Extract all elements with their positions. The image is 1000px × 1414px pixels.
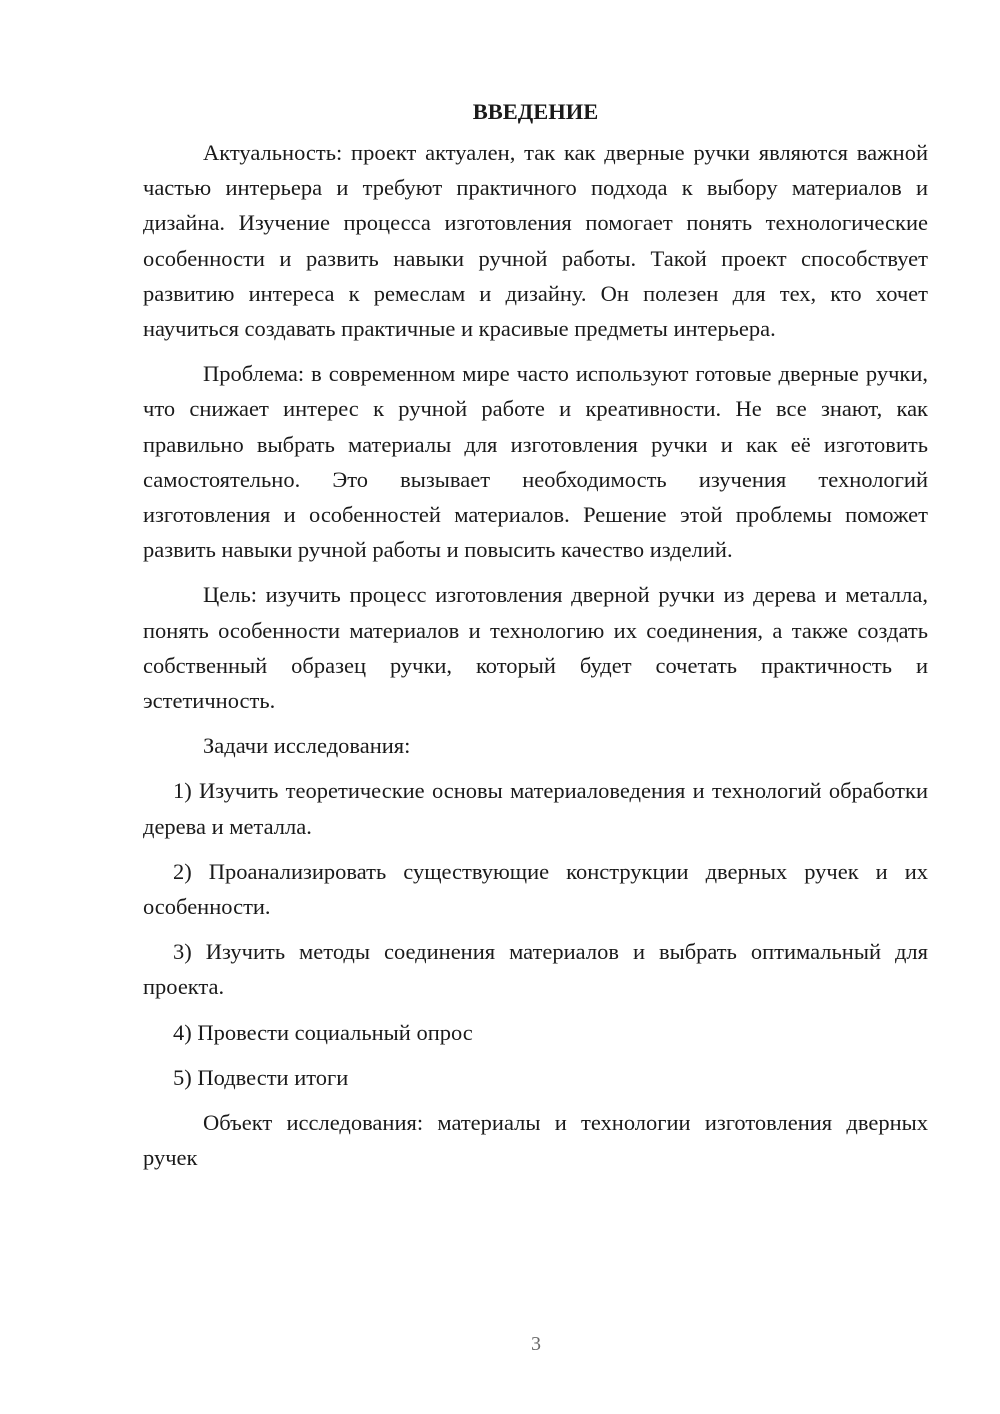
page-content (143, 94, 928, 1185)
goal-paragraph: Цель: изучить процесс изготовления дверной ручки из дерева и металла, понять особенности материалов и технологию их соединения, а также создать собственный образец ручки, который будет сочетать практичность и эстетичность. (143, 582, 928, 714)
section-heading: ВВЕДЕНИЕ (472, 99, 599, 124)
task-item-5: 5) Подвести итоги (173, 1064, 349, 1090)
task-item-2: 2) Проанализировать существующие конструкции дверных ручек и их особенности. (143, 858, 928, 920)
problem-paragraph: Проблема: в современном мире часто используют готовые дверные ручки, что снижает интерес к ручной работе и креативности. Не все знают, как правильно выбрать материалы для изготовления ручки и как её изготовить самостоятельно. Это вызывает необходимость изучения технологий изготовления и особенностей материалов. Решение этой проблемы поможет развить навыки ручной работы и повысить качество изделий. (143, 361, 928, 563)
task-item-1: 1) Изучить теоретические основы материаловедения и технологий обработки дерева и металла. (143, 778, 928, 839)
task-item-4: 4) Провести социальный опрос (173, 1019, 473, 1045)
task-item-3: 3) Изучить методы соединения материалов и выбрать оптимальный для проекта. (143, 939, 928, 1000)
object-paragraph: Объект исследования: материалы и технологии изготовления дверных ручек (143, 1110, 928, 1171)
page-number: 3 (531, 1333, 541, 1355)
tasks-title: Задачи исследования: (203, 733, 411, 759)
relevance-paragraph: Актуальность: проект актуален, так как дверные ручки являются важной частью интерьера и требуют практичного подхода к выбору материалов и дизайна. Изучение процесса изготовления помогает понять технологические особенности и развить навыки ручной работы. Такой проект способствует развитию интереса к ремеслам и дизайну. Он полезен для тех, кто хочет научиться создавать практичные и красивые предметы интерьера. (143, 140, 928, 342)
